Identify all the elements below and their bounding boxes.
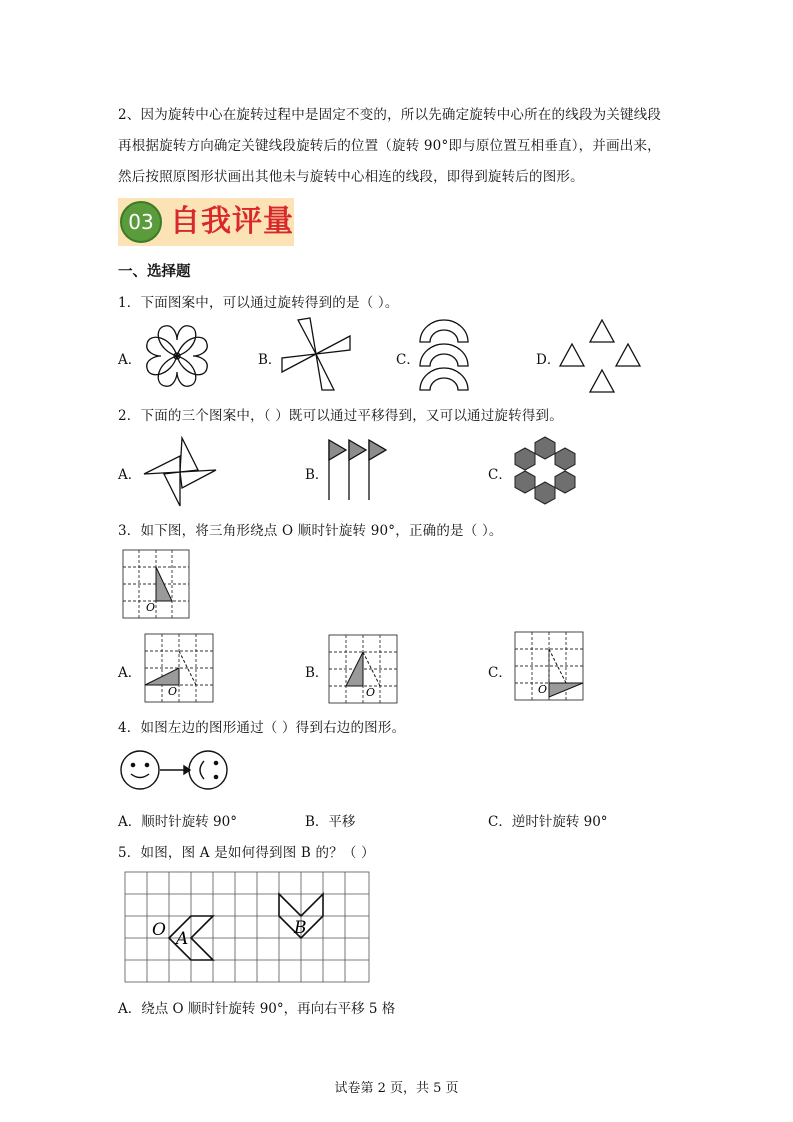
- q3-original-grid-figure: [122, 549, 190, 619]
- q2-flags-figure: [326, 438, 390, 502]
- section-title: 一、选择题: [118, 264, 191, 280]
- svg-text:O: O: [538, 683, 548, 696]
- q3-option-c-label[interactable]: C．: [488, 665, 512, 681]
- q1-stem: 1．下面图案中，可以通过旋转得到的是（ ）。: [118, 295, 399, 311]
- q3-point-o-label: O: [146, 601, 156, 614]
- q5-option-a[interactable]: A．绕点 O 顺时针旋转 90°，再向右平移 5 格: [118, 1001, 396, 1017]
- q5-grid-figure: [124, 871, 370, 983]
- q4-option-a[interactable]: A．顺时针旋转 90°: [118, 814, 237, 830]
- q3-option-a-label[interactable]: A．: [118, 665, 142, 681]
- q5-point-o-label: O: [152, 920, 166, 940]
- q2-option-b-label[interactable]: B．: [305, 467, 329, 483]
- q3-option-b-label[interactable]: B．: [305, 665, 329, 681]
- q1-triangles-figure: [560, 318, 642, 394]
- q2-hexagon-ring-figure: [512, 436, 578, 506]
- q3-option-a-grid-figure: [144, 633, 214, 703]
- intro-line-1: 2、因为旋转中心在旋转过程中是固定不变的，所以先确定旋转中心所在的线段为关键线段: [118, 107, 662, 123]
- q1-option-c-label[interactable]: C．: [396, 352, 420, 368]
- q1-option-b-label[interactable]: B．: [258, 352, 282, 368]
- q1-clover-figure: [143, 322, 215, 390]
- intro-line-3: 然后按照原图形状画出其他未与旋转中心相连的线段，即得到旋转后的图形。: [118, 169, 584, 185]
- q3-option-c-grid-figure: [514, 631, 584, 701]
- q2-pinwheel-figure: [142, 436, 220, 508]
- q4-stem: 4．如图左边的图形通过（ ）得到右边的图形。: [118, 720, 406, 736]
- page-footer: 试卷第 2 页，共 5 页: [334, 1081, 459, 1096]
- q4-option-b[interactable]: B．平移: [305, 814, 356, 830]
- badge-title: 自我评量: [170, 204, 294, 239]
- q4-option-c[interactable]: C．逆时针旋转 90°: [488, 814, 608, 830]
- q3-option-b-grid-figure: [328, 634, 398, 704]
- q1-arches-figure: [418, 318, 470, 392]
- svg-text:O: O: [168, 685, 178, 698]
- section-badge: [118, 198, 294, 246]
- q1-pinwheel-figure: [280, 318, 352, 390]
- q1-option-d-label[interactable]: D．: [536, 352, 561, 368]
- q2-option-c-label[interactable]: C．: [488, 467, 512, 483]
- q3-stem: 3．如下图，将三角形绕点 O 顺时针旋转 90°，正确的是（ ）。: [118, 523, 503, 539]
- q4-faces-figure: [120, 749, 228, 791]
- q2-stem: 2．下面的三个图案中，（ ）既可以通过平移得到，又可以通过旋转得到。: [118, 408, 563, 424]
- q5-figure-b-label: B: [294, 918, 307, 938]
- svg-text:O: O: [366, 686, 376, 699]
- badge-number: 03: [120, 201, 162, 243]
- q5-stem: 5．如图，图 A 是如何得到图 B 的？（ ）: [118, 845, 375, 861]
- intro-line-2: 再根据旋转方向确定关键线段旋转后的位置（旋转 90°即与原位置互相垂直），并画出来，: [118, 138, 661, 154]
- q5-figure-a-label: A: [176, 929, 189, 949]
- q1-option-a-label[interactable]: A．: [118, 352, 142, 368]
- q2-option-a-label[interactable]: A．: [118, 467, 142, 483]
